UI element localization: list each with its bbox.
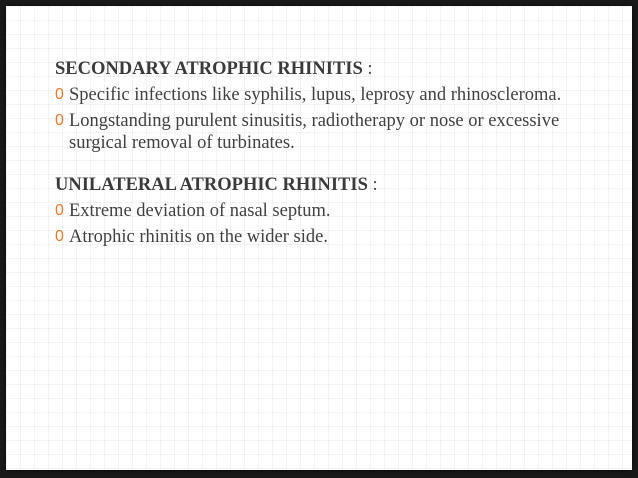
section-heading — [55, 174, 615, 196]
section-heading — [55, 58, 615, 80]
bullet-text: Extreme deviation of nasal septum. — [69, 201, 331, 221]
heading-text: SECONDARY ATROPHIC RHINITIS — [55, 59, 363, 79]
bullet-text: Atrophic rhinitis on the wider side. — [69, 227, 328, 247]
bullet-text: Specific infections like syphilis, lupus, leprosy and rhinoscleroma. — [69, 85, 562, 105]
bullet-item — [55, 110, 615, 154]
bullet-marker-icon: 0 — [55, 228, 64, 245]
bullet-text: Longstanding purulent sinusitis, radiotherapy or nose or excessive surgical removal of turbinates. — [69, 111, 560, 153]
heading-separator: : — [362, 59, 373, 79]
section-unilateral-atrophic-rhinitis — [55, 174, 615, 248]
section-secondary-atrophic-rhinitis — [55, 58, 615, 154]
bullet-marker-icon: 0 — [55, 202, 64, 219]
heading-text: UNILATERAL ATROPHIC RHINITIS — [55, 175, 368, 195]
bullet-item — [55, 84, 615, 106]
slide-content — [55, 58, 615, 252]
bullet-item — [55, 226, 615, 248]
bullet-marker-icon: 0 — [55, 86, 64, 103]
slide — [6, 6, 632, 470]
bullet-marker-icon: 0 — [55, 112, 64, 129]
heading-separator: : — [367, 175, 378, 195]
bullet-item — [55, 200, 615, 222]
